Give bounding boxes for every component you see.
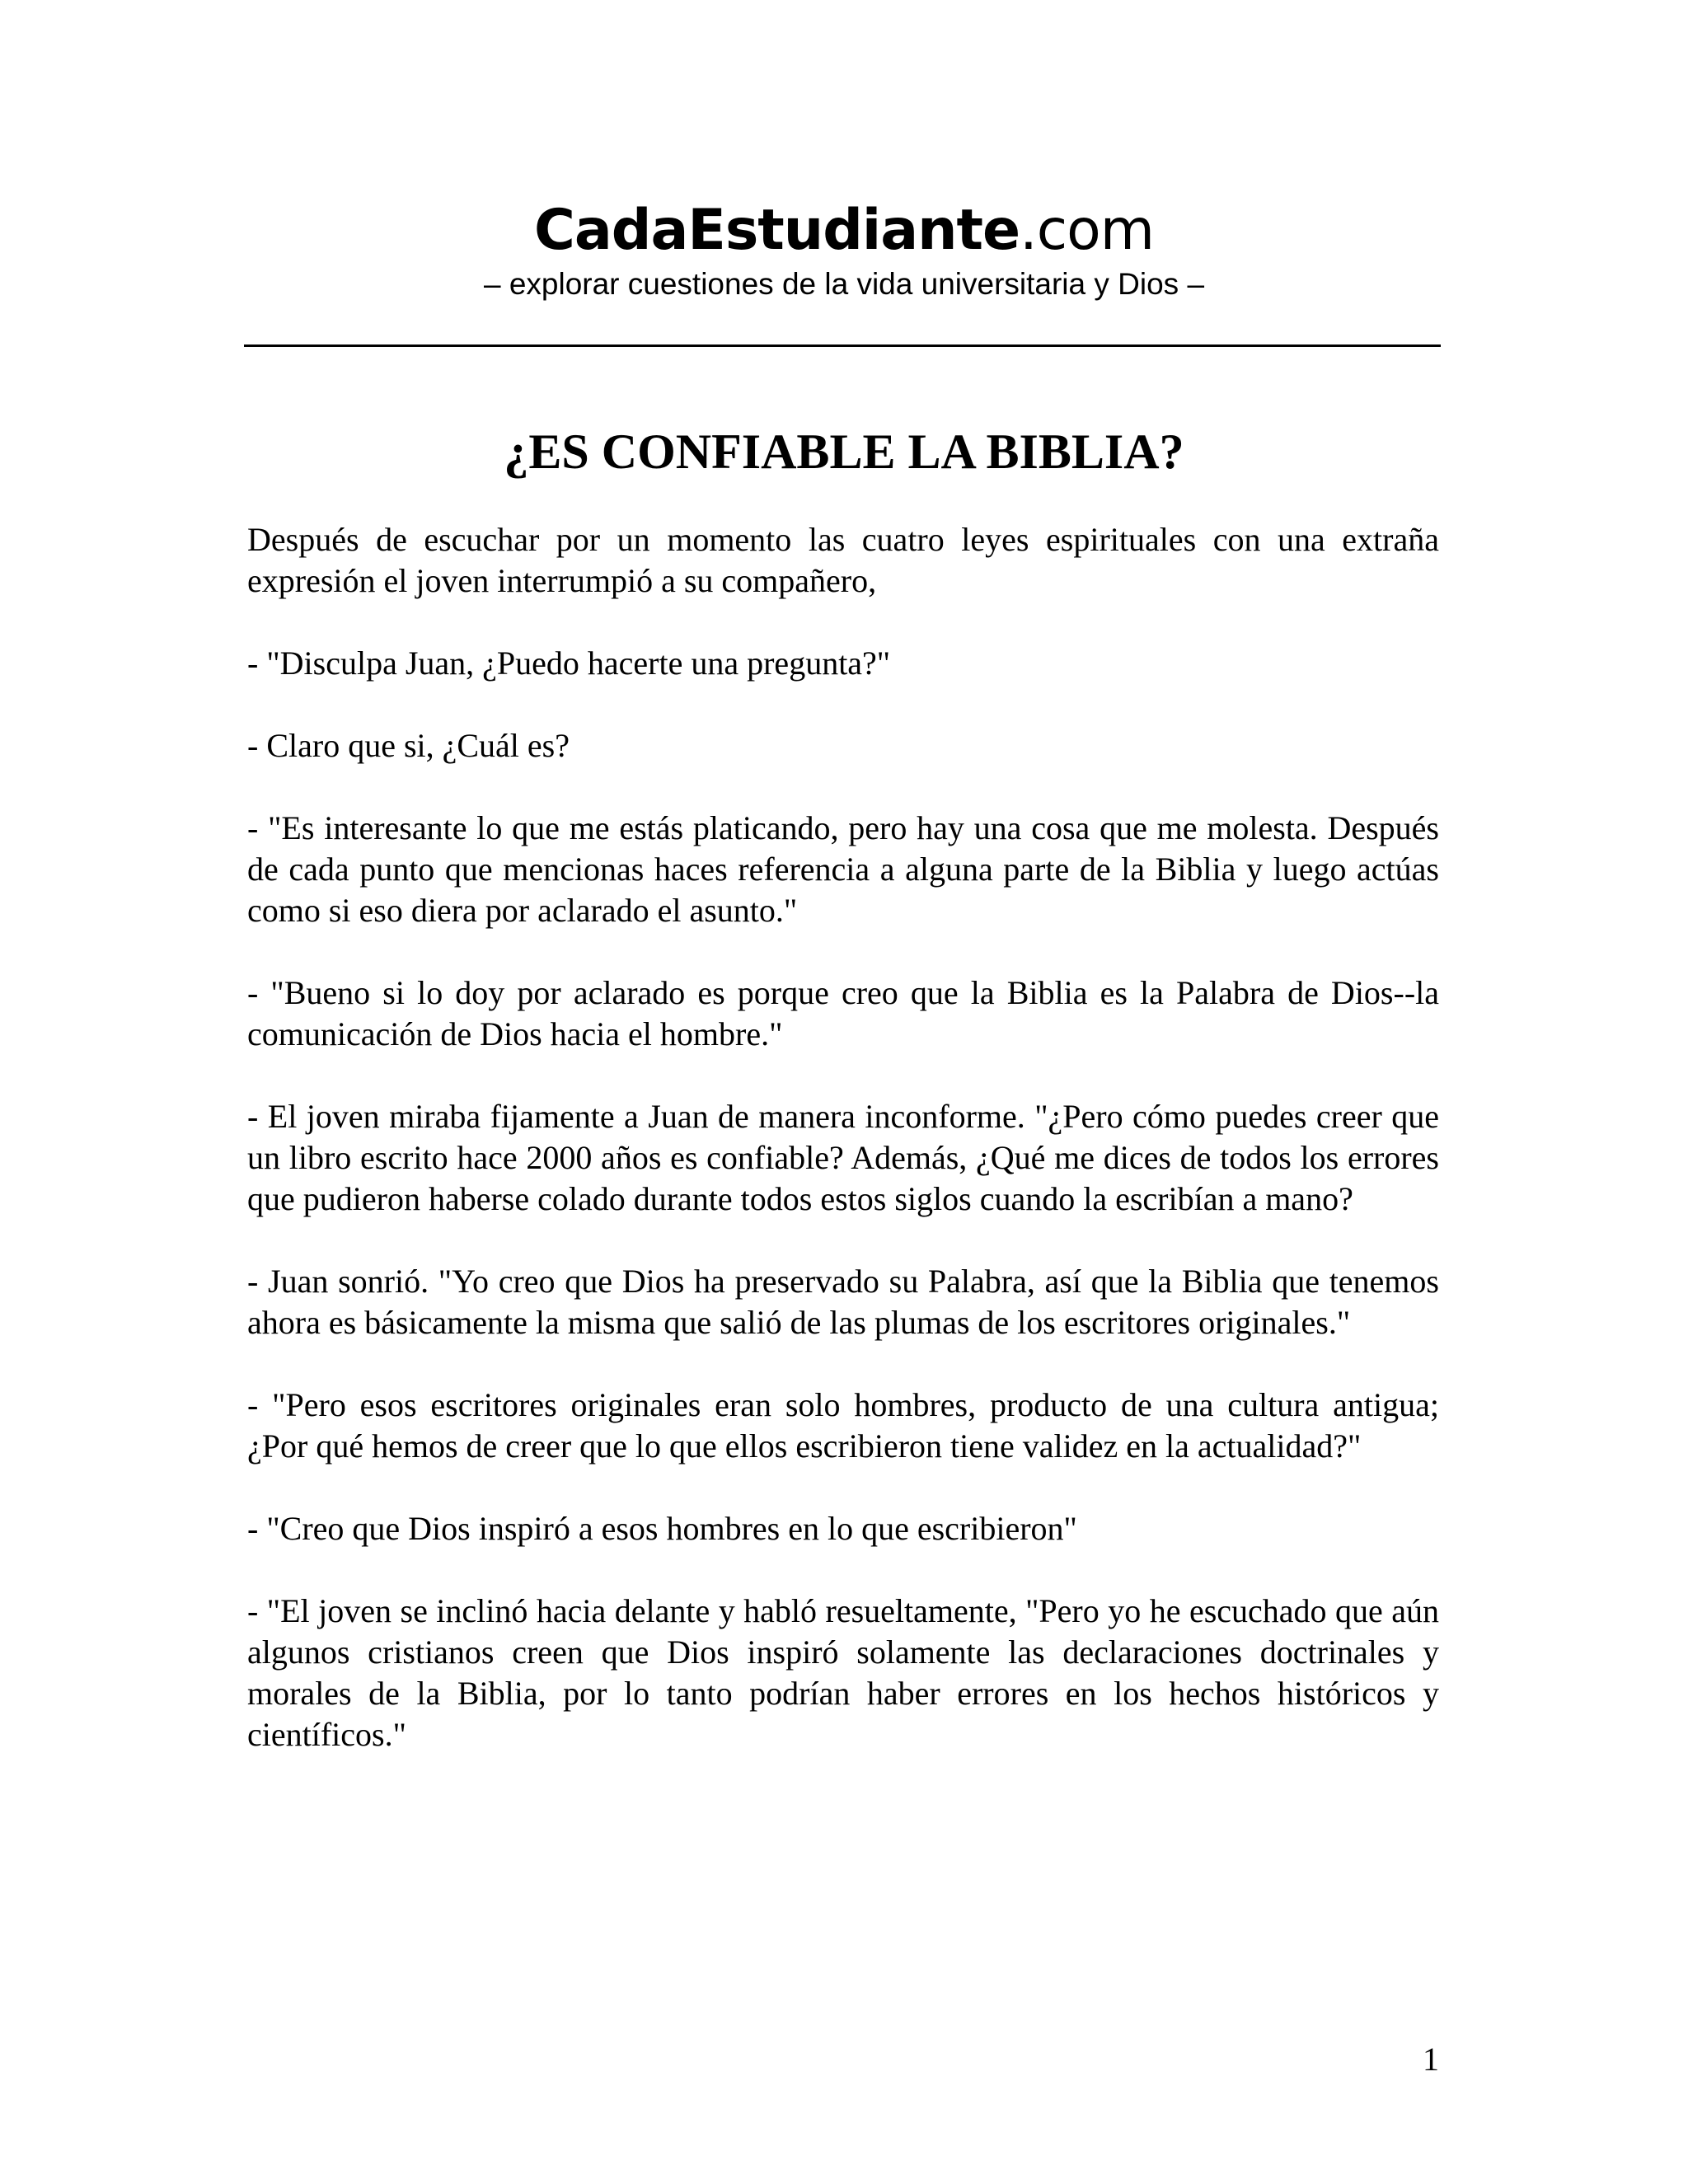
paragraph-dialogue: - Juan sonrió. "Yo creo que Dios ha preservado su Palabra, así que la Biblia que tenemos ahora es básicamente la misma que salió de las plumas de los escritores originales." — [247, 1263, 1439, 1341]
paragraph-dialogue: - Claro que si, ¿Cuál es? — [247, 727, 570, 764]
site-tagline: – explorar cuestiones de la vida universitaria y Dios – — [483, 267, 1205, 301]
paragraph-dialogue: - "Pero esos escritores originales eran solo hombres, producto de una cultura antigua; ¿Por qué hemos de creer que lo que ellos escribieron tiene validez en la actualidad?" — [247, 1386, 1439, 1465]
site-brand: CadaEstudiante — [534, 198, 1020, 263]
document-body — [247, 519, 1439, 1797]
masthead — [0, 196, 1688, 303]
site-tld: .com — [1020, 198, 1154, 263]
paragraph-dialogue: - El joven miraba fijamente a Juan de manera inconforme. "¿Pero cómo puedes creer que un libro escrito hace 2000 años es confiable? Además, ¿Qué me dices de todos los errores que pudieron haberse colado durante todos estos siglos cuando la escribían a mano? — [247, 1098, 1439, 1217]
paragraph-dialogue: - "Bueno si lo doy por aclarado es porque creo que la Biblia es la Palabra de Dios--la comunicación de Dios hacia el hombre." — [247, 974, 1439, 1052]
paragraph-dialogue: - "Creo que Dios inspiró a esos hombres en lo que escribieron" — [247, 1510, 1077, 1547]
paragraph-intro: Después de escuchar por un momento las cuatro leyes espirituales con una extraña expresión el joven interrumpió a su compañero, — [247, 521, 1439, 599]
header-divider — [244, 344, 1441, 347]
paragraph-dialogue: - "Disculpa Juan, ¿Puedo hacerte una pregunta?" — [247, 644, 891, 682]
paragraph-dialogue: - "El joven se inclinó hacia delante y habló resueltamente, "Pero yo he escuchado que aún algunos cristianos creen que Dios inspiró solamente las declaraciones doctrinales y morales de la Biblia, por lo tanto podrían haber errores en los hechos históricos y científicos." — [247, 1592, 1439, 1753]
site-name — [0, 196, 1688, 265]
page-number: 1 — [1423, 2041, 1439, 2078]
document-title: ¿ES CONFIABLE LA BIBLIA? — [504, 424, 1184, 479]
paragraph-dialogue: - "Es interesante lo que me estás platicando, pero hay una cosa que me molesta. Después de cada punto que mencionas haces referencia a alguna parte de la Biblia y luego actúas como si eso diera por aclarado el asunto." — [247, 809, 1439, 929]
